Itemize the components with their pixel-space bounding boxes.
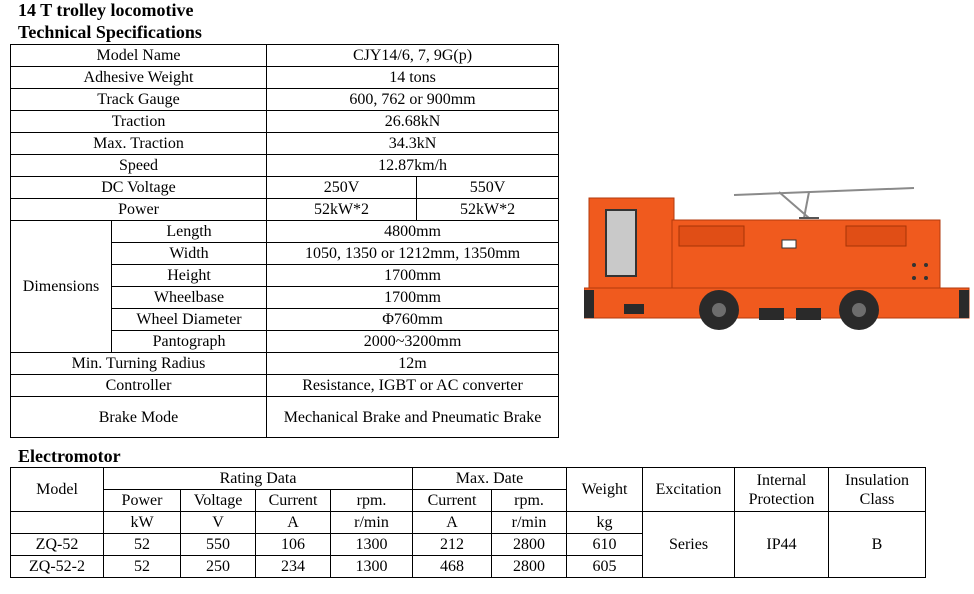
table-row: [11, 199, 559, 221]
data-cell: 106: [256, 534, 331, 556]
empty-cell: [11, 512, 104, 534]
spec-label: Min. Turning Radius: [11, 353, 267, 375]
table-row: [11, 133, 559, 155]
spec-label: Track Gauge: [11, 89, 267, 111]
unit-cell: r/min: [331, 512, 413, 534]
spec-value: 12.87km/h: [267, 155, 559, 177]
spec-value: CJY14/6, 7, 9G(p): [267, 45, 559, 67]
insulation-cell: B: [829, 512, 926, 578]
spec-label: Wheel Diameter: [112, 309, 267, 331]
data-cell: 605: [567, 556, 643, 578]
spec-heading: Technical Specifications: [18, 22, 202, 42]
spec-value: 52kW*2: [267, 199, 417, 221]
spec-value: 250V: [267, 177, 417, 199]
spec-label: Model Name: [11, 45, 267, 67]
data-cell: 212: [413, 534, 492, 556]
page-title: 14 T trolley locomotive: [18, 0, 194, 20]
table-row: [11, 468, 926, 490]
unit-cell: V: [181, 512, 256, 534]
dimensions-label: Dimensions: [11, 221, 112, 353]
data-cell: 2800: [492, 534, 567, 556]
unit-cell: A: [413, 512, 492, 534]
spec-value: Mechanical Brake and Pneumatic Brake: [267, 397, 559, 438]
data-cell: 550: [181, 534, 256, 556]
wheel: [699, 290, 739, 330]
spec-value: 2000~3200mm: [267, 331, 559, 353]
spec-value: 1700mm: [267, 265, 559, 287]
spec-label: Power: [11, 199, 267, 221]
header-cell: Current: [413, 490, 492, 512]
spec-label: Controller: [11, 375, 267, 397]
data-cell: 234: [256, 556, 331, 578]
spec-label: Brake Mode: [11, 397, 267, 438]
data-cell: 52: [104, 534, 181, 556]
header-cell: Excitation: [643, 468, 735, 512]
spec-value: 550V: [417, 177, 559, 199]
spec-label: Height: [112, 265, 267, 287]
unit-cell: r/min: [492, 512, 567, 534]
data-cell: 610: [567, 534, 643, 556]
header-cell: Max. Date: [413, 468, 567, 490]
spec-value: 34.3kN: [267, 133, 559, 155]
model-cell: ZQ-52: [11, 534, 104, 556]
spec-label: Width: [112, 243, 267, 265]
spec-value: 600, 762 or 900mm: [267, 89, 559, 111]
spec-label: Max. Traction: [11, 133, 267, 155]
spec-label: DC Voltage: [11, 177, 267, 199]
model-cell: ZQ-52-2: [11, 556, 104, 578]
table-row: [11, 512, 926, 534]
spec-value: 1700mm: [267, 287, 559, 309]
data-cell: 468: [413, 556, 492, 578]
data-cell: 52: [104, 556, 181, 578]
spec-value: 1050, 1350 or 1212mm, 1350mm: [267, 243, 559, 265]
spec-value: Φ760mm: [267, 309, 559, 331]
spec-value: 12m: [267, 353, 559, 375]
table-row: [11, 375, 559, 397]
table-row: [11, 177, 559, 199]
spec-label: Adhesive Weight: [11, 67, 267, 89]
unit-cell: kg: [567, 512, 643, 534]
motor-heading: Electromotor: [18, 446, 121, 466]
spec-label: Speed: [11, 155, 267, 177]
table-row: [11, 67, 559, 89]
header-cell: Insulation Class: [829, 468, 926, 512]
header-cell: Rating Data: [104, 468, 413, 490]
header-cell: Weight: [567, 468, 643, 512]
header-cell: rpm.: [331, 490, 413, 512]
spec-label: Pantograph: [112, 331, 267, 353]
header-cell: Model: [11, 468, 104, 512]
table-row: [11, 89, 559, 111]
spec-table: [10, 44, 559, 438]
protection-cell: IP44: [735, 512, 829, 578]
header-cell: Internal Protection: [735, 468, 829, 512]
excitation-cell: Series: [643, 512, 735, 578]
header-cell: rpm.: [492, 490, 567, 512]
spec-label: Traction: [11, 111, 267, 133]
spec-value: 26.68kN: [267, 111, 559, 133]
table-row: [11, 45, 559, 67]
motor-table: [10, 467, 926, 578]
cab-window: [606, 210, 636, 276]
table-row: [11, 397, 559, 438]
spec-value: Resistance, IGBT or AC converter: [267, 375, 559, 397]
data-cell: 2800: [492, 556, 567, 578]
spec-label: Length: [112, 221, 267, 243]
data-cell: 250: [181, 556, 256, 578]
table-row: [11, 353, 559, 375]
data-cell: 1300: [331, 534, 413, 556]
spec-label: Wheelbase: [112, 287, 267, 309]
spec-value: 52kW*2: [417, 199, 559, 221]
table-row: [11, 155, 559, 177]
header-cell: Power: [104, 490, 181, 512]
header-cell: Current: [256, 490, 331, 512]
pantograph: [734, 188, 914, 218]
header-cell: Voltage: [181, 490, 256, 512]
spec-value: 4800mm: [267, 221, 559, 243]
locomotive-image: [584, 180, 974, 330]
table-row: [11, 221, 559, 243]
spec-value: 14 tons: [267, 67, 559, 89]
data-cell: 1300: [331, 556, 413, 578]
wheel: [839, 290, 879, 330]
unit-cell: A: [256, 512, 331, 534]
unit-cell: kW: [104, 512, 181, 534]
table-row: [11, 111, 559, 133]
